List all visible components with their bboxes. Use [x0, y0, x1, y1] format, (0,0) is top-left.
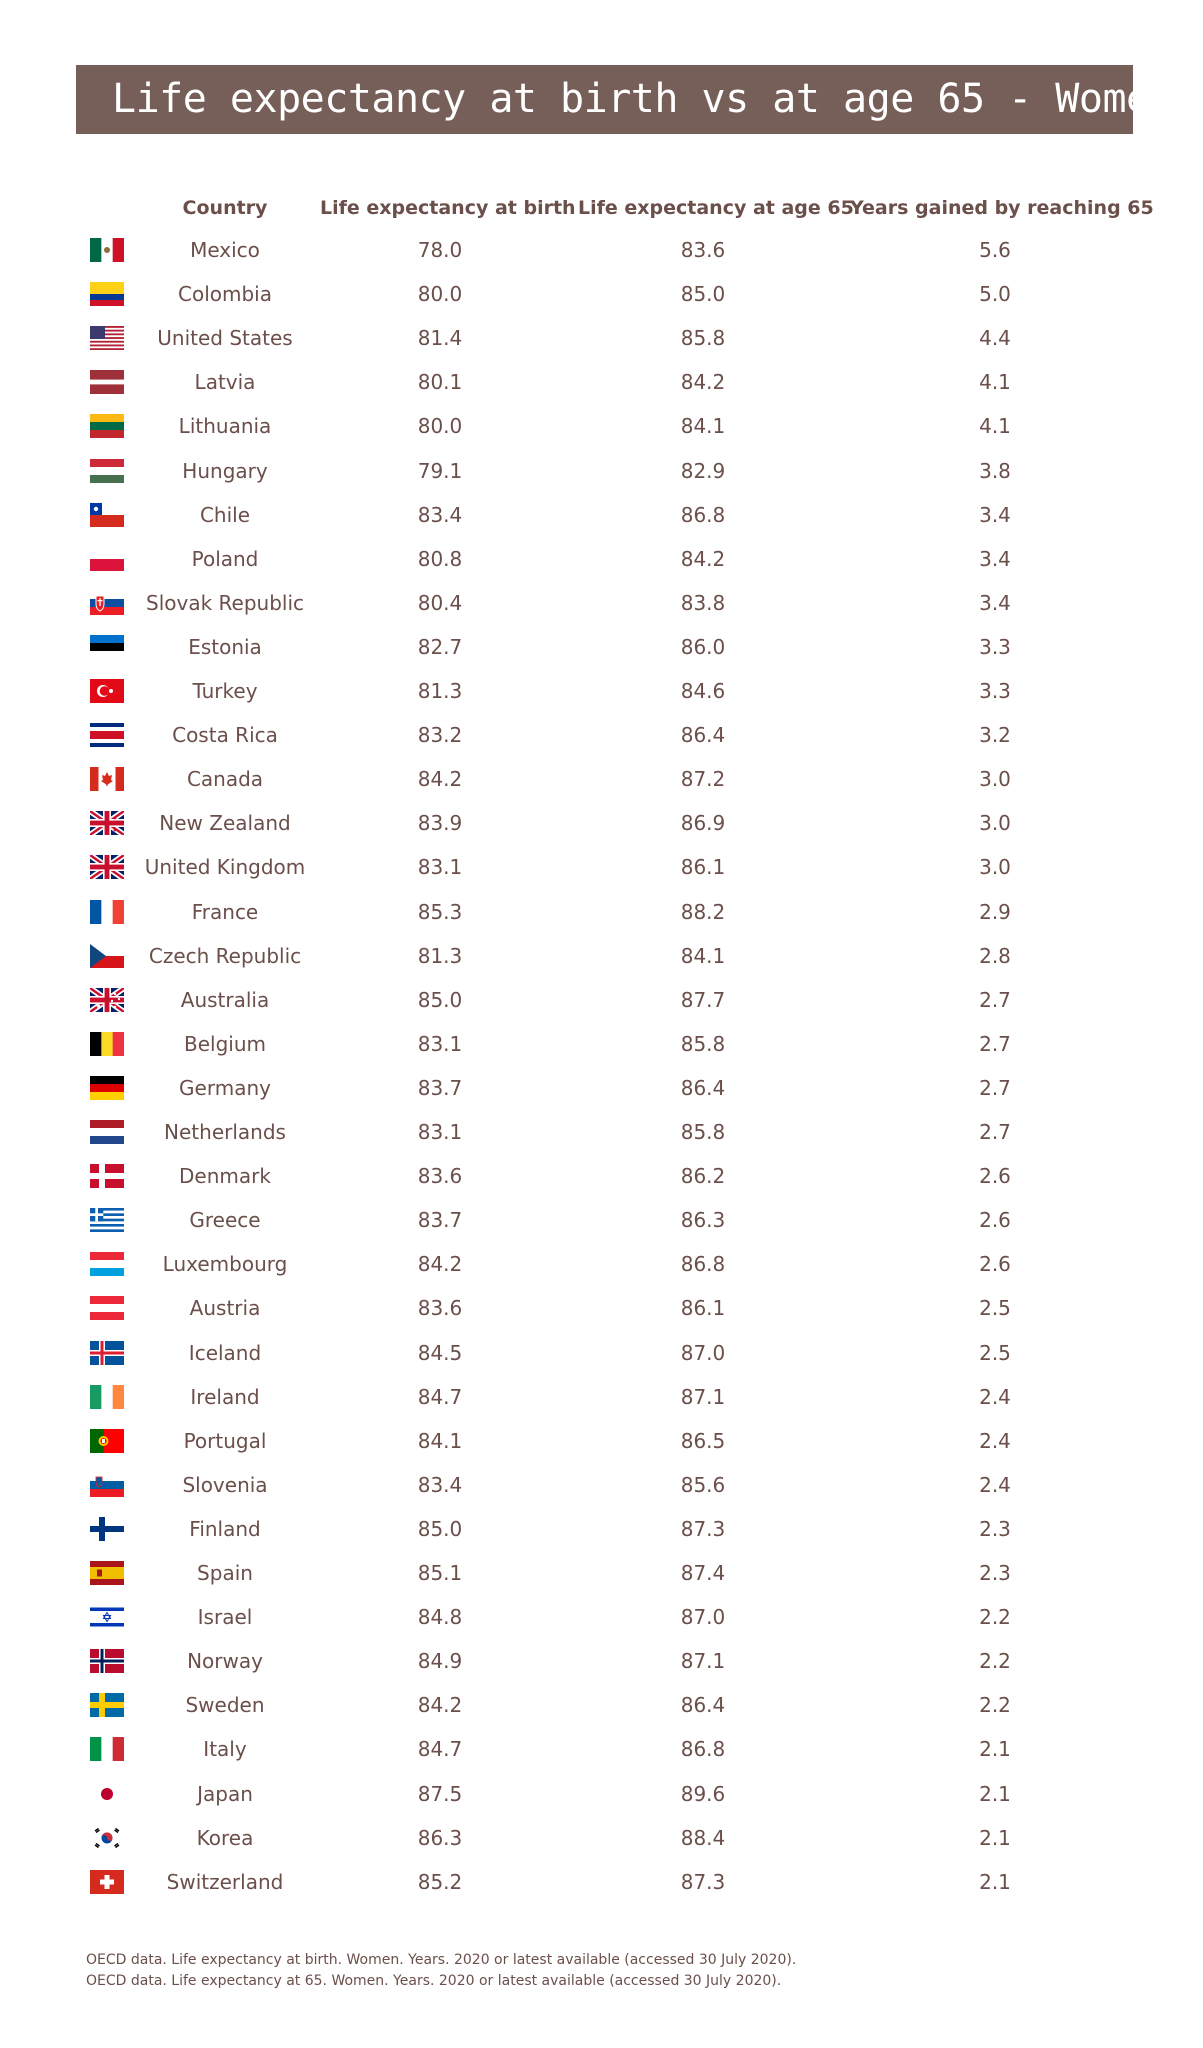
header-gained: Years gained by reaching 65 [850, 197, 1154, 219]
table-row [0, 537, 1203, 581]
birth-cell: 84.5 [417, 1340, 463, 1365]
age65-cell: 86.3 [680, 1208, 726, 1233]
age65-cell: 84.2 [680, 370, 726, 395]
age65-cell: 85.8 [680, 1120, 726, 1144]
age65-cell: 84.1 [680, 943, 726, 968]
country-cell: Denmark [179, 1164, 271, 1189]
table-row [0, 404, 1203, 448]
flag-france-icon [90, 900, 124, 924]
table-row [0, 625, 1203, 669]
birth-cell: 84.1 [417, 1428, 463, 1453]
age65-cell: 86.4 [680, 723, 726, 748]
age65-cell: 87.1 [680, 1384, 726, 1409]
age65-cell: 85.0 [680, 282, 726, 307]
country-cell: Austria [189, 1296, 261, 1321]
table-row [0, 1683, 1203, 1727]
country-cell: Lithuania [178, 414, 272, 439]
table-row [0, 978, 1203, 1022]
gained-cell: 2.2 [979, 1605, 1011, 1630]
gained-cell: 4.4 [979, 326, 1011, 351]
table-row [0, 1639, 1203, 1683]
age65-cell: 86.4 [680, 1693, 726, 1718]
table-row [0, 1022, 1203, 1066]
birth-cell: 85.1 [417, 1561, 463, 1585]
gained-cell: 2.6 [979, 1208, 1011, 1233]
birth-cell: 83.7 [417, 1208, 463, 1233]
country-cell: Sweden [185, 1693, 265, 1718]
table-row [0, 1507, 1203, 1551]
page-title: Life expectancy at birth vs at age 65 - Women [112, 76, 1174, 122]
country-cell: Latvia [194, 370, 256, 395]
table-row [0, 1860, 1203, 1904]
age65-cell: 87.2 [680, 767, 726, 792]
birth-cell: 80.1 [417, 370, 463, 395]
gained-cell: 2.1 [979, 1737, 1011, 1762]
footnote-birth: OECD data. Life expectancy at birth. Women. Years. 2020 or latest available (accessed 30 July 2020). [86, 1952, 797, 1968]
table-row [0, 669, 1203, 713]
table-row [0, 581, 1203, 625]
flag-lithuania-icon [90, 414, 124, 438]
flag-costa-rica-icon [90, 723, 124, 747]
table-row [0, 757, 1203, 801]
table-row [0, 1772, 1203, 1816]
flag-slovakia-icon [90, 591, 124, 615]
birth-cell: 85.3 [417, 899, 463, 924]
country-cell: Colombia [178, 282, 272, 307]
country-cell: New Zealand [159, 811, 291, 836]
flag-italy-icon [90, 1737, 124, 1761]
flag-greece-icon [90, 1208, 124, 1232]
flag-united-kingdom-icon [90, 855, 124, 879]
birth-cell: 83.9 [417, 811, 463, 836]
country-cell: Greece [189, 1208, 261, 1233]
age65-cell: 84.6 [680, 679, 726, 703]
age65-cell: 88.2 [680, 899, 726, 924]
country-cell: Luxembourg [162, 1252, 288, 1277]
flag-portugal-icon [90, 1429, 124, 1453]
birth-cell: 83.2 [417, 723, 463, 748]
birth-cell: 83.1 [417, 1120, 463, 1144]
birth-cell: 81.3 [417, 943, 463, 968]
table-row [0, 1595, 1203, 1639]
birth-cell: 83.6 [417, 1296, 463, 1321]
gained-cell: 3.4 [979, 546, 1011, 571]
gained-cell: 5.6 [979, 238, 1011, 262]
age65-cell: 86.8 [680, 502, 726, 527]
birth-cell: 81.4 [417, 326, 463, 351]
birth-cell: 83.4 [417, 502, 463, 527]
gained-cell: 2.1 [979, 1869, 1011, 1894]
country-cell: Korea [196, 1825, 254, 1850]
age65-cell: 86.1 [680, 855, 726, 880]
gained-cell: 2.1 [979, 1781, 1011, 1806]
header-age65: Life expectancy at age 65 [578, 197, 854, 219]
age65-cell: 86.8 [680, 1252, 726, 1277]
country-cell: Germany [179, 1075, 271, 1100]
gained-cell: 2.5 [979, 1340, 1011, 1365]
age65-cell: 86.9 [680, 811, 726, 836]
country-cell: Finland [189, 1516, 261, 1541]
birth-cell: 85.0 [417, 1516, 463, 1541]
age65-cell: 85.6 [680, 1472, 726, 1497]
table-row [0, 272, 1203, 316]
flag-poland-icon [90, 547, 124, 571]
flag-czech-republic-icon [90, 944, 124, 968]
country-cell: Switzerland [166, 1869, 284, 1894]
gained-cell: 2.2 [979, 1649, 1011, 1674]
birth-cell: 79.1 [417, 458, 463, 483]
birth-cell: 83.7 [417, 1075, 463, 1100]
birth-cell: 84.9 [417, 1649, 463, 1674]
age65-cell: 87.1 [680, 1649, 726, 1674]
country-cell: Spain [197, 1561, 253, 1585]
gained-cell: 3.8 [979, 458, 1011, 483]
country-cell: Italy [203, 1737, 247, 1762]
birth-cell: 85.2 [417, 1869, 463, 1894]
flag-denmark-icon [90, 1164, 124, 1188]
country-cell: Portugal [183, 1428, 267, 1453]
country-cell: Czech Republic [148, 943, 302, 968]
birth-cell: 80.8 [417, 546, 463, 571]
birth-cell: 86.3 [417, 1825, 463, 1850]
gained-cell: 2.7 [979, 987, 1011, 1012]
birth-cell: 84.7 [417, 1384, 463, 1409]
age65-cell: 88.4 [680, 1825, 726, 1850]
table-row [0, 360, 1203, 404]
flag-germany-icon [90, 1076, 124, 1100]
birth-cell: 83.6 [417, 1164, 463, 1189]
title-banner [76, 65, 1174, 134]
birth-cell: 84.7 [417, 1737, 463, 1762]
birth-cell: 84.2 [417, 1252, 463, 1277]
table-row [0, 934, 1203, 978]
country-cell: Norway [187, 1649, 263, 1674]
flag-netherlands-icon [90, 1120, 124, 1144]
flag-norway-icon [90, 1649, 124, 1673]
birth-cell: 84.8 [417, 1605, 463, 1630]
table-row [0, 493, 1203, 537]
country-cell: Mexico [190, 238, 260, 262]
age65-cell: 85.8 [680, 326, 726, 351]
table-row [0, 1551, 1203, 1595]
table-row [0, 1463, 1203, 1507]
flag-new-zealand-icon [90, 811, 124, 835]
gained-cell: 5.0 [979, 282, 1011, 307]
birth-cell: 78.0 [417, 238, 463, 262]
birth-cell: 84.2 [417, 767, 463, 792]
gained-cell: 2.6 [979, 1164, 1011, 1189]
flag-united-states-icon [90, 326, 124, 350]
table-row [0, 1198, 1203, 1242]
table-row [0, 1331, 1203, 1375]
gained-cell: 2.3 [979, 1516, 1011, 1541]
age65-cell: 86.0 [680, 634, 726, 659]
flag-latvia-icon [90, 370, 124, 394]
flag-luxembourg-icon [90, 1252, 124, 1276]
flag-hungary-icon [90, 459, 124, 483]
country-cell: Japan [197, 1781, 253, 1806]
birth-cell: 84.2 [417, 1693, 463, 1718]
flag-sweden-icon [90, 1693, 124, 1717]
gained-cell: 2.7 [979, 1031, 1011, 1056]
country-cell: France [191, 899, 259, 924]
flag-chile-icon [90, 503, 124, 527]
flag-iceland-icon [90, 1341, 124, 1365]
flag-korea-icon [90, 1826, 124, 1850]
flag-finland-icon [90, 1517, 124, 1541]
table-row [0, 890, 1203, 934]
country-cell: Belgium [184, 1031, 266, 1056]
birth-cell: 83.4 [417, 1472, 463, 1497]
table-row [0, 316, 1203, 360]
flag-belgium-icon [90, 1032, 124, 1056]
birth-cell: 87.5 [417, 1781, 463, 1806]
country-cell: Chile [199, 502, 251, 527]
table-row [0, 1066, 1203, 1110]
table-row [0, 1242, 1203, 1286]
age65-cell: 87.0 [680, 1605, 726, 1630]
age65-cell: 82.9 [680, 458, 726, 483]
birth-cell: 80.4 [417, 590, 463, 615]
gained-cell: 3.4 [979, 502, 1011, 527]
country-cell: Netherlands [164, 1120, 286, 1144]
flag-estonia-icon [90, 635, 124, 659]
header-country: Country [182, 197, 268, 219]
gained-cell: 2.7 [979, 1075, 1011, 1100]
birth-cell: 83.1 [417, 855, 463, 880]
flag-colombia-icon [90, 282, 124, 306]
country-cell: Iceland [188, 1340, 262, 1365]
age65-cell: 86.1 [680, 1296, 726, 1321]
gained-cell: 2.9 [979, 899, 1011, 924]
gained-cell: 2.4 [979, 1384, 1011, 1409]
flag-israel-icon [90, 1605, 124, 1629]
flag-austria-icon [90, 1296, 124, 1320]
age65-cell: 86.5 [680, 1428, 726, 1453]
birth-cell: 85.0 [417, 987, 463, 1012]
birth-cell: 83.1 [417, 1031, 463, 1056]
table-row [0, 713, 1203, 757]
gained-cell: 2.5 [979, 1296, 1011, 1321]
country-cell: Costa Rica [172, 723, 278, 748]
gained-cell: 2.3 [979, 1561, 1011, 1585]
age65-cell: 87.3 [680, 1516, 726, 1541]
gained-cell: 2.6 [979, 1252, 1011, 1277]
gained-cell: 3.0 [979, 811, 1011, 836]
country-cell: United States [157, 326, 293, 351]
gained-cell: 2.4 [979, 1472, 1011, 1497]
gained-cell: 3.3 [979, 634, 1011, 659]
table-row [0, 228, 1203, 272]
age65-cell: 87.4 [680, 1561, 726, 1585]
table-row [0, 1375, 1203, 1419]
table-row [0, 1727, 1203, 1771]
age65-cell: 83.8 [680, 590, 726, 615]
age65-cell: 86.2 [680, 1164, 726, 1189]
gained-cell: 3.0 [979, 855, 1011, 880]
gained-cell: 3.2 [979, 723, 1011, 748]
country-cell: Slovak Republic [146, 590, 304, 615]
flag-canada-icon [90, 767, 124, 791]
flag-turkey-icon [90, 679, 124, 703]
table-row [0, 801, 1203, 845]
flag-mexico-icon [90, 238, 124, 262]
table-row [0, 449, 1203, 493]
country-cell: Ireland [190, 1384, 260, 1409]
gained-cell: 2.4 [979, 1428, 1011, 1453]
country-cell: Poland [191, 546, 259, 571]
country-cell: United Kingdom [144, 855, 306, 880]
table-row [0, 1154, 1203, 1198]
age65-cell: 84.2 [680, 546, 726, 571]
table-row [0, 1110, 1203, 1154]
gained-cell: 4.1 [979, 414, 1011, 439]
age65-cell: 84.1 [680, 414, 726, 439]
age65-cell: 85.8 [680, 1031, 726, 1056]
country-cell: Canada [186, 767, 264, 792]
gained-cell: 3.0 [979, 767, 1011, 792]
birth-cell: 80.0 [417, 282, 463, 307]
birth-cell: 81.3 [417, 679, 463, 703]
birth-cell: 80.0 [417, 414, 463, 439]
flag-slovenia-icon [90, 1473, 124, 1497]
gained-cell: 2.8 [979, 943, 1011, 968]
header-birth: Life expectancy at birth [320, 197, 576, 219]
age65-cell: 87.7 [680, 987, 726, 1012]
country-cell: Australia [180, 987, 270, 1012]
footnote-age65: OECD data. Life expectancy at 65. Women. Years. 2020 or latest available (accessed 30 July 2020). [86, 1973, 782, 1989]
country-cell: Turkey [192, 679, 258, 703]
flag-spain-icon [90, 1561, 124, 1585]
gained-cell: 4.1 [979, 370, 1011, 395]
country-cell: Estonia [188, 634, 262, 659]
age65-cell: 87.0 [680, 1340, 726, 1365]
country-cell: Israel [197, 1605, 253, 1630]
gained-cell: 3.4 [979, 590, 1011, 615]
country-cell: Hungary [182, 458, 268, 483]
flag-switzerland-icon [90, 1870, 124, 1894]
table-row [0, 1816, 1203, 1860]
age65-cell: 83.6 [680, 238, 726, 262]
gained-cell: 2.1 [979, 1825, 1011, 1850]
birth-cell: 82.7 [417, 634, 463, 659]
age65-cell: 89.6 [680, 1781, 726, 1806]
flag-japan-icon [90, 1782, 124, 1806]
gained-cell: 2.7 [979, 1120, 1011, 1144]
flag-australia-icon [90, 988, 124, 1012]
flag-ireland-icon [90, 1385, 124, 1409]
age65-cell: 86.4 [680, 1075, 726, 1100]
age65-cell: 86.8 [680, 1737, 726, 1762]
table-row [0, 1286, 1203, 1330]
table-row [0, 1419, 1203, 1463]
gained-cell: 3.3 [979, 679, 1011, 703]
country-cell: Slovenia [182, 1472, 268, 1497]
table-row [0, 845, 1203, 889]
gained-cell: 2.2 [979, 1693, 1011, 1718]
age65-cell: 87.3 [680, 1869, 726, 1894]
